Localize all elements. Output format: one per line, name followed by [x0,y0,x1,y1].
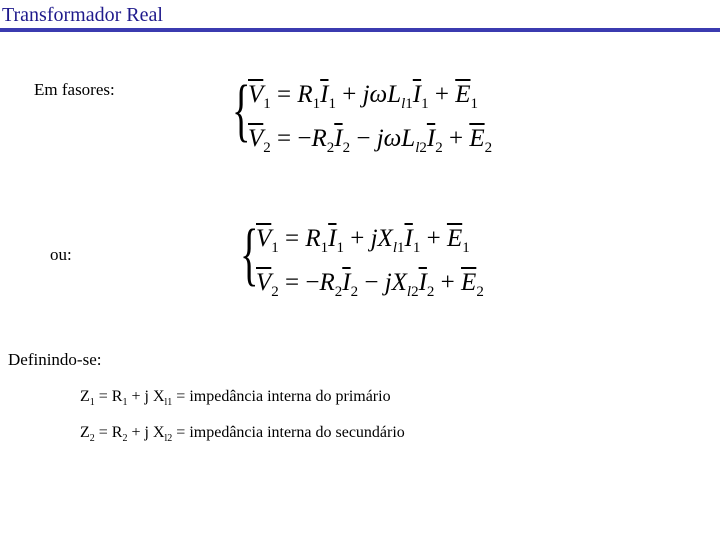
title-underline [0,28,720,32]
label-definindo-se: Definindo-se: [8,350,102,369]
equation-v1: $\overline{V}_1 = R_1\overline{I}_1 + jX_{l1}\overline{I}_1 + \overline{E}_1$ [256,225,470,256]
equation-system-reactance [240,216,560,312]
equation-system-inductance [232,72,562,168]
brace-icon: { [232,72,251,149]
page-title: Transformador Real [2,4,163,26]
equation-v1: $\overline{V}_1 = R_1\overline{I}_1 + j\omega L_{l1}\overline{I}_1 + \overline{E}_1$ [248,81,479,112]
equation-v2: $\overline{V}_2 = -R_2\overline{I}_2 - j\omega L_{l2}\overline{I}_2 + \overline{E}_2$ [248,125,493,156]
brace-icon: { [240,216,259,293]
equation-v2: $\overline{V}_2 = -R_2\overline{I}_2 - jX_{l2}\overline{I}_2 + \overline{E}_2$ [256,269,484,300]
label-em-fasores: Em fasores: [34,80,115,99]
definition-z2: $Z_2 = R_2 + j$ $X_{l2}$ = impedância interna do secundário [80,424,405,445]
definition-z1: $Z_1 = R_1 + j$ $X_{l1}$ = impedância interna do primário [80,388,391,409]
label-ou: ou: [50,245,72,264]
